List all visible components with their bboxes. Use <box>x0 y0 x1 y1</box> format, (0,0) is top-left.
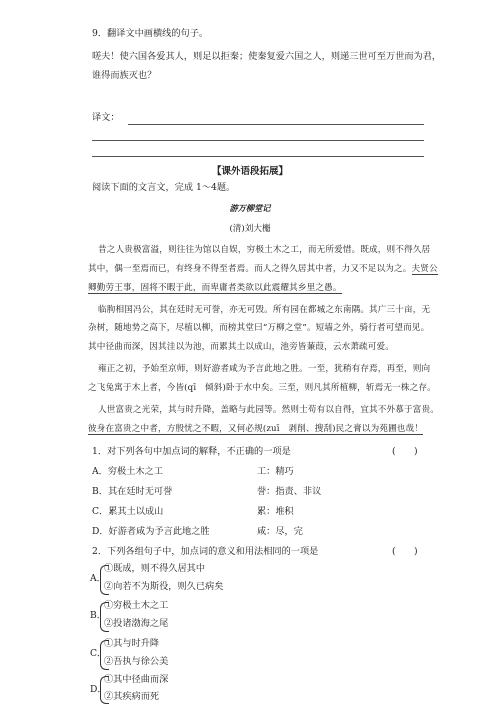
q9-answer-label: 译文： <box>92 112 120 123</box>
q1-option-a-meaning: 工：精巧 <box>257 466 294 477</box>
passage-p2-line3: 其中径曲而深，因其洼以为池，而累其土以成山，池旁皆蒹葭，云水萧疏可爱。 <box>88 342 395 352</box>
q2-group-b-sentence-1: ①穷极土木之工 <box>104 600 169 611</box>
q2-group-a-sentence-2: ②向若不为斯役，则久已病矣 <box>104 581 224 592</box>
passage-p3-line2: 之飞兔寓于木上者，今皆(qī 倾斜)卧于水中矣。三至，则凡其所植柳，斩焉无一株之存。 <box>88 383 436 393</box>
q2-stem: 2．下列各组句子中，加点词的意义和用法相同的一项是 <box>92 546 319 557</box>
answer-line-2 <box>92 140 424 141</box>
q1-option-d-meaning: 咸：尽，完 <box>257 526 303 537</box>
q2-group-c-sentence-2: ②吾执与徐公美 <box>104 656 169 667</box>
q2-group-a-letter: A． <box>90 573 106 584</box>
passage-p1-line3: 卿勤劳王事，固将不暇于此，而卑庸者类欲以此震耀其乡里之愚。 <box>88 283 342 293</box>
passage-p1-line1: 昔之人贵极富溢，则往往为馆以自娱，穷极土木之工，而无所爱惜。既成，则不得久居 <box>98 245 431 255</box>
passage-p2-line1: 临朐相国冯公，其在廷时无可誉，亦无可毁。所有园在都城之东南隅。其广三十亩，无 <box>98 305 431 315</box>
q1-option-b: B．其在廷时无可誉 <box>92 486 173 497</box>
section-heading: 【课外语段拓展】 <box>211 166 288 177</box>
q2-group-b-sentence-2: ②投诸渤海之尾 <box>104 618 169 629</box>
q1-option-c: C．累其土以成山 <box>92 506 164 517</box>
q2-group-c-letter: C． <box>90 648 107 659</box>
q2-group-d-letter: D． <box>90 684 107 695</box>
q9-title: 9．翻译文中画横线的句子。 <box>92 28 209 39</box>
q1-option-a: A．穷极土木之工 <box>92 466 163 477</box>
q1-option-c-meaning: 累：堆积 <box>257 506 294 517</box>
passage-p2-line2: 杂树，随地势之高下，尽植以柳，而榜其堂曰“万柳之堂”。短墙之外，骑行者可望而见。 <box>88 323 430 333</box>
passage-p4-line1: 人世富贵之光荣，其与时升降，盖略与此园等。然则士苟有以自得，宜其不外慕于富贵。 <box>98 405 440 415</box>
answer-line-3 <box>92 156 424 157</box>
q9-line1: 嗟夫！使六国各爱其人，则足以拒秦；使秦复爱六国之人，则递三世可至万世而为君， <box>92 51 442 62</box>
q2-group-d-sentence-1: ①其中径曲而深 <box>104 674 169 685</box>
answer-line-1 <box>128 124 424 125</box>
q1-answer-paren: ( ) <box>392 446 418 457</box>
q1-option-d: D．好游者咸为予言此地之胜 <box>92 526 210 537</box>
passage-p3-line1: 雍正之初，予始至京师，则好游者咸为予言此地之胜。一至，犹稍有存焉，再至，则向 <box>98 364 431 374</box>
q9-line2: 谁得而族灭也？ <box>92 70 157 81</box>
essay-title: 游万柳堂记 <box>229 203 271 213</box>
q2-answer-paren: ( ) <box>392 546 418 557</box>
reading-instruction: 阅读下面的文言文，完成 1～4题。 <box>92 182 236 193</box>
q1-stem: 1．对下列各句中加点词的解释，不正确的一项是 <box>92 446 291 457</box>
passage-p4-line2: 彼身在富贵之中者，方殷忧之不暇，又何必规(zuī 剥削、搜刮)民之膏以为苑圃也哉！ <box>88 424 424 434</box>
q2-group-a-sentence-1: ①既成，则不得久居其中 <box>104 563 206 574</box>
essay-author: (清)刘大櫆 <box>229 224 271 234</box>
q2-group-c-sentence-1: ①其与时升降 <box>104 638 160 649</box>
q2-group-d-sentence-2: ②其疾病而死 <box>104 691 160 702</box>
q1-option-b-meaning: 誉：指责、非议 <box>257 486 322 497</box>
q2-group-b-letter: B． <box>90 610 106 621</box>
passage-p1-line2: 其中，偶一至焉而已，有终身不得至者焉。而人之得久居其中者，力又不足以为之。夫贤公 <box>88 264 438 274</box>
